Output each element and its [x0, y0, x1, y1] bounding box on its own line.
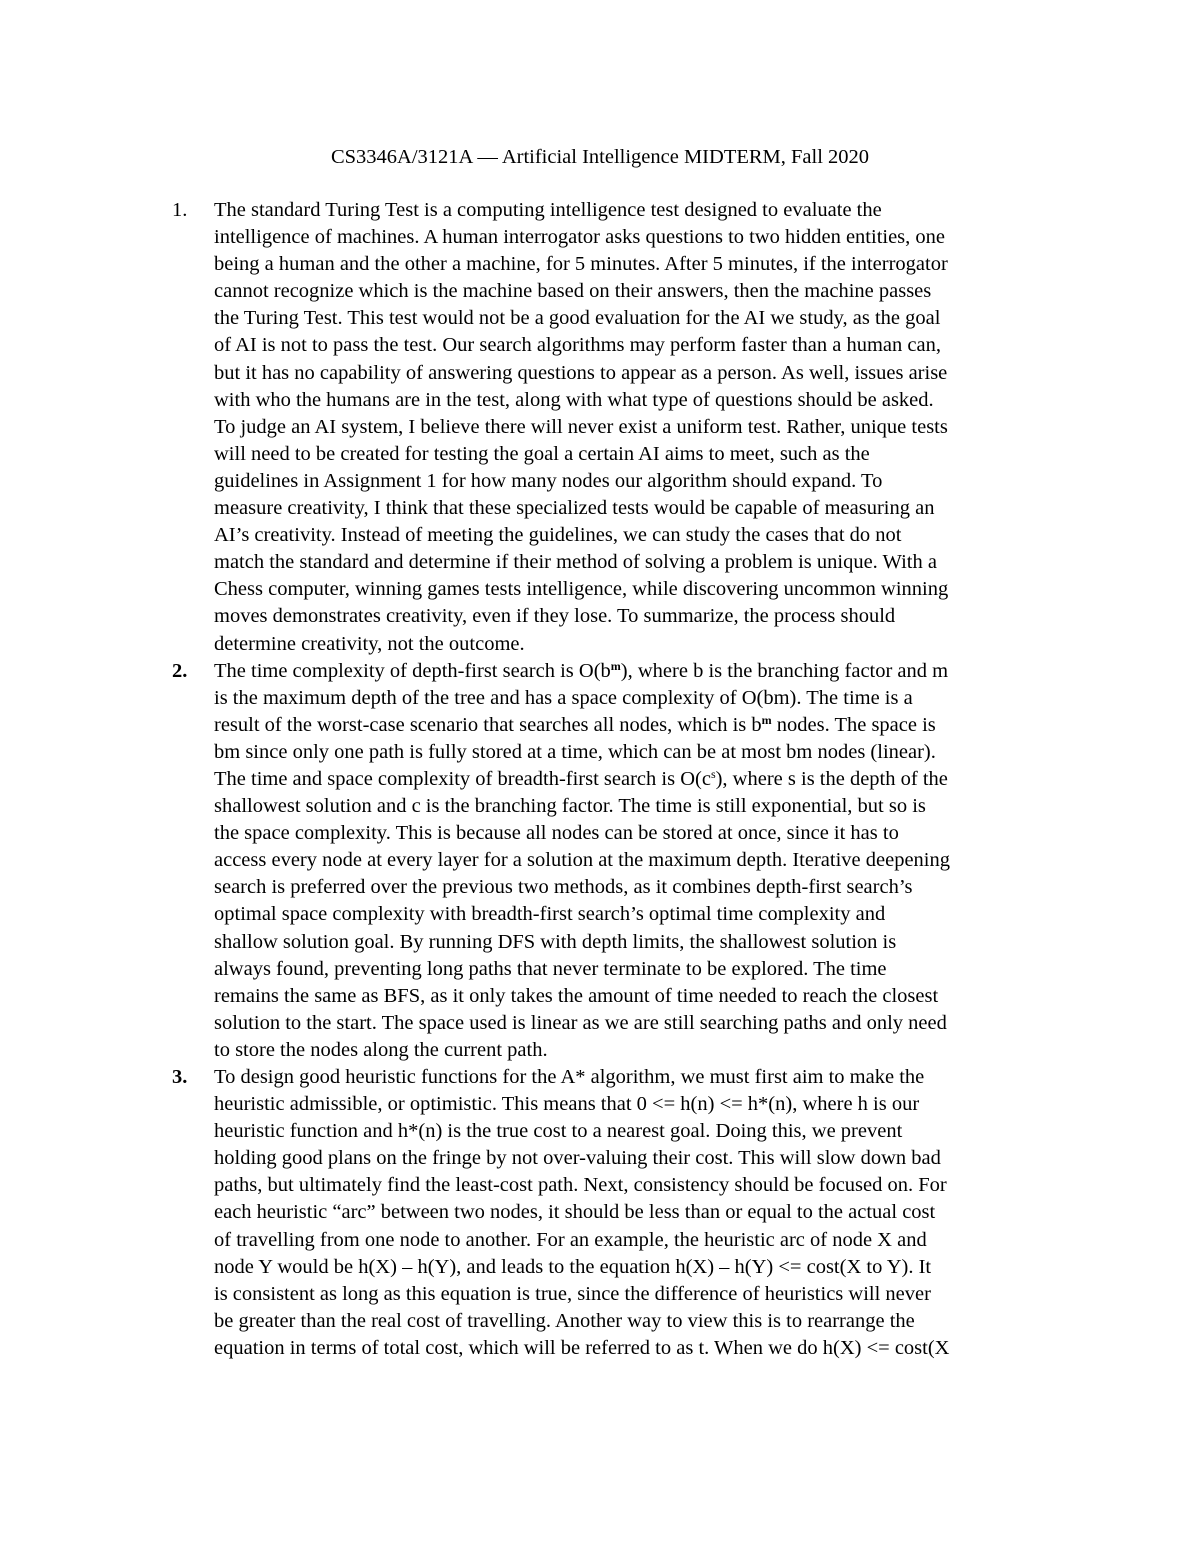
question-answer-text [214, 658, 1072, 1064]
text-line: equation in terms of total cost, which will be referred to as t. When we do h(X) <= cost(X [214, 1336, 950, 1359]
text-line: The time complexity of depth-first search is $O(b^m)$, where b is the branching factor and m [214, 658, 949, 682]
superscript-s: s [710, 766, 716, 781]
text-line: of travelling from one node to another. For an example, the heuristic arc of node X and [214, 1228, 927, 1251]
text-line: Chess computer, winning games tests intelligence, while discovering uncommon winning [214, 578, 949, 601]
text-line: result of the worst-case scenario that searches all nodes, which is $b^m$ nodes. The space is [214, 712, 936, 736]
text-line: paths, but ultimately find the least-cost path. Next, consistency should be focused on. For [214, 1174, 947, 1197]
question-2 [172, 658, 1072, 1064]
text-line: shallowest solution and c is the branching factor. The time is still exponential, but so is [214, 795, 926, 818]
text-line: remains the same as BFS, as it only takes the amount of time needed to reach the closest [214, 984, 939, 1007]
text-line: To judge an AI system, I believe there will never exist a uniform test. Rather, unique tests [214, 415, 948, 438]
text-line: of AI is not to pass the test. Our search algorithms may perform faster than a human can, [214, 334, 941, 357]
text-line: to store the nodes along the current path. [214, 1038, 548, 1061]
text-line: solution to the start. The space used is linear as we are still searching paths and only need [214, 1011, 947, 1034]
text-line: guidelines in Assignment 1 for how many nodes our algorithm should expand. To [214, 469, 883, 492]
text-line: moves demonstrates creativity, even if they lose. To summarize, the process should [214, 605, 896, 628]
text-line: heuristic function and h*(n) is the true cost to a nearest goal. Doing this, we prevent [214, 1120, 903, 1143]
text-line: shallow solution goal. By running DFS with depth limits, the shallowest solution is [214, 930, 897, 953]
text-line: measure creativity, I think that these specialized tests would be capable of measuring an [214, 497, 935, 520]
text-line: AI’s creativity. Instead of meeting the guidelines, we can study the cases that do not [214, 524, 902, 547]
question-number: 2. [172, 659, 188, 682]
document-title: CS3346A/3121A — Artificial Intelligence MIDTERM, Fall 2020 [330, 146, 870, 168]
text-line: is consistent as long as this equation is true, since the difference of heuristics will never [214, 1282, 931, 1305]
text-line: match the standard and determine if their method of solving a problem is unique. With a [214, 551, 937, 574]
text-line: with who the humans are in the test, along with what type of questions should be asked. [214, 388, 934, 411]
question-answer-text [214, 197, 1072, 658]
text-line: is the maximum depth of the tree and has a space complexity of O(bm). The time is a [214, 686, 913, 709]
text-line: determine creativity, not the outcome. [214, 632, 525, 655]
superscript-m: m [610, 658, 621, 673]
text-line: node Y would be h(X) – h(Y), and leads to the equation h(X) – h(Y) <= cost(X to Y). It [214, 1255, 932, 1278]
text-line: will need to be created for testing the goal a certain AI aims to meet, such as the [214, 442, 870, 465]
question-3 [172, 1064, 1072, 1362]
question-number: 1. [172, 199, 188, 221]
text-line: the space complexity. This is because all nodes can be stored at once, since it has to [214, 822, 899, 845]
text-line: but it has no capability of answering questions to appear as a person. As well, issues arise [214, 361, 948, 384]
text-line: holding good plans on the fringe by not over-valuing their cost. This will slow down bad [214, 1147, 941, 1170]
text-lines-rest [214, 793, 1072, 1064]
text-line: each heuristic “arc” between two nodes, it should be less than or equal to the actual cost [214, 1201, 936, 1224]
question-answer-text [214, 1064, 1072, 1362]
question-number: 3. [172, 1066, 188, 1088]
text-line: access every node at every layer for a solution at the maximum depth. Iterative deepening [214, 849, 950, 872]
text-line: The standard Turing Test is a computing intelligence test designed to evaluate the [214, 199, 882, 221]
text-line: search is preferred over the previous two methods, as it combines depth-first search’s [214, 876, 913, 899]
text-line: To design good heuristic functions for the A* algorithm, we must first aim to make the [214, 1066, 925, 1088]
text-line: always found, preventing long paths that never terminate to be explored. The time [214, 957, 887, 980]
text-line: heuristic admissible, or optimistic. This means that 0 <= h(n) <= h*(n), where h is our [214, 1093, 920, 1116]
text-line: being a human and the other a machine, for 5 minutes. After 5 minutes, if the interrogator [214, 253, 948, 276]
text-line: the Turing Test. This test would not be a good evaluation for the AI we study, as the goal [214, 307, 941, 330]
text-line: intelligence of machines. A human interrogator asks questions to two hidden entities, one [214, 226, 946, 249]
text-line: optimal space complexity with breadth-first search’s optimal time complexity and [214, 903, 886, 926]
text-line: be greater than the real cost of travelling. Another way to view this is to rearrange the [214, 1309, 915, 1332]
question-1 [172, 197, 1072, 658]
text-line: bm since only one path is fully stored at a time, which can be at most bm nodes (linear). [214, 740, 936, 763]
text-line: cannot recognize which is the machine based on their answers, then the machine passes [214, 280, 932, 303]
text-line: The time and space complexity of breadth-first search is $O(c^s)$, where s is the depth of the [214, 766, 948, 790]
superscript-m: m [761, 712, 772, 727]
question-list [172, 197, 1072, 1362]
